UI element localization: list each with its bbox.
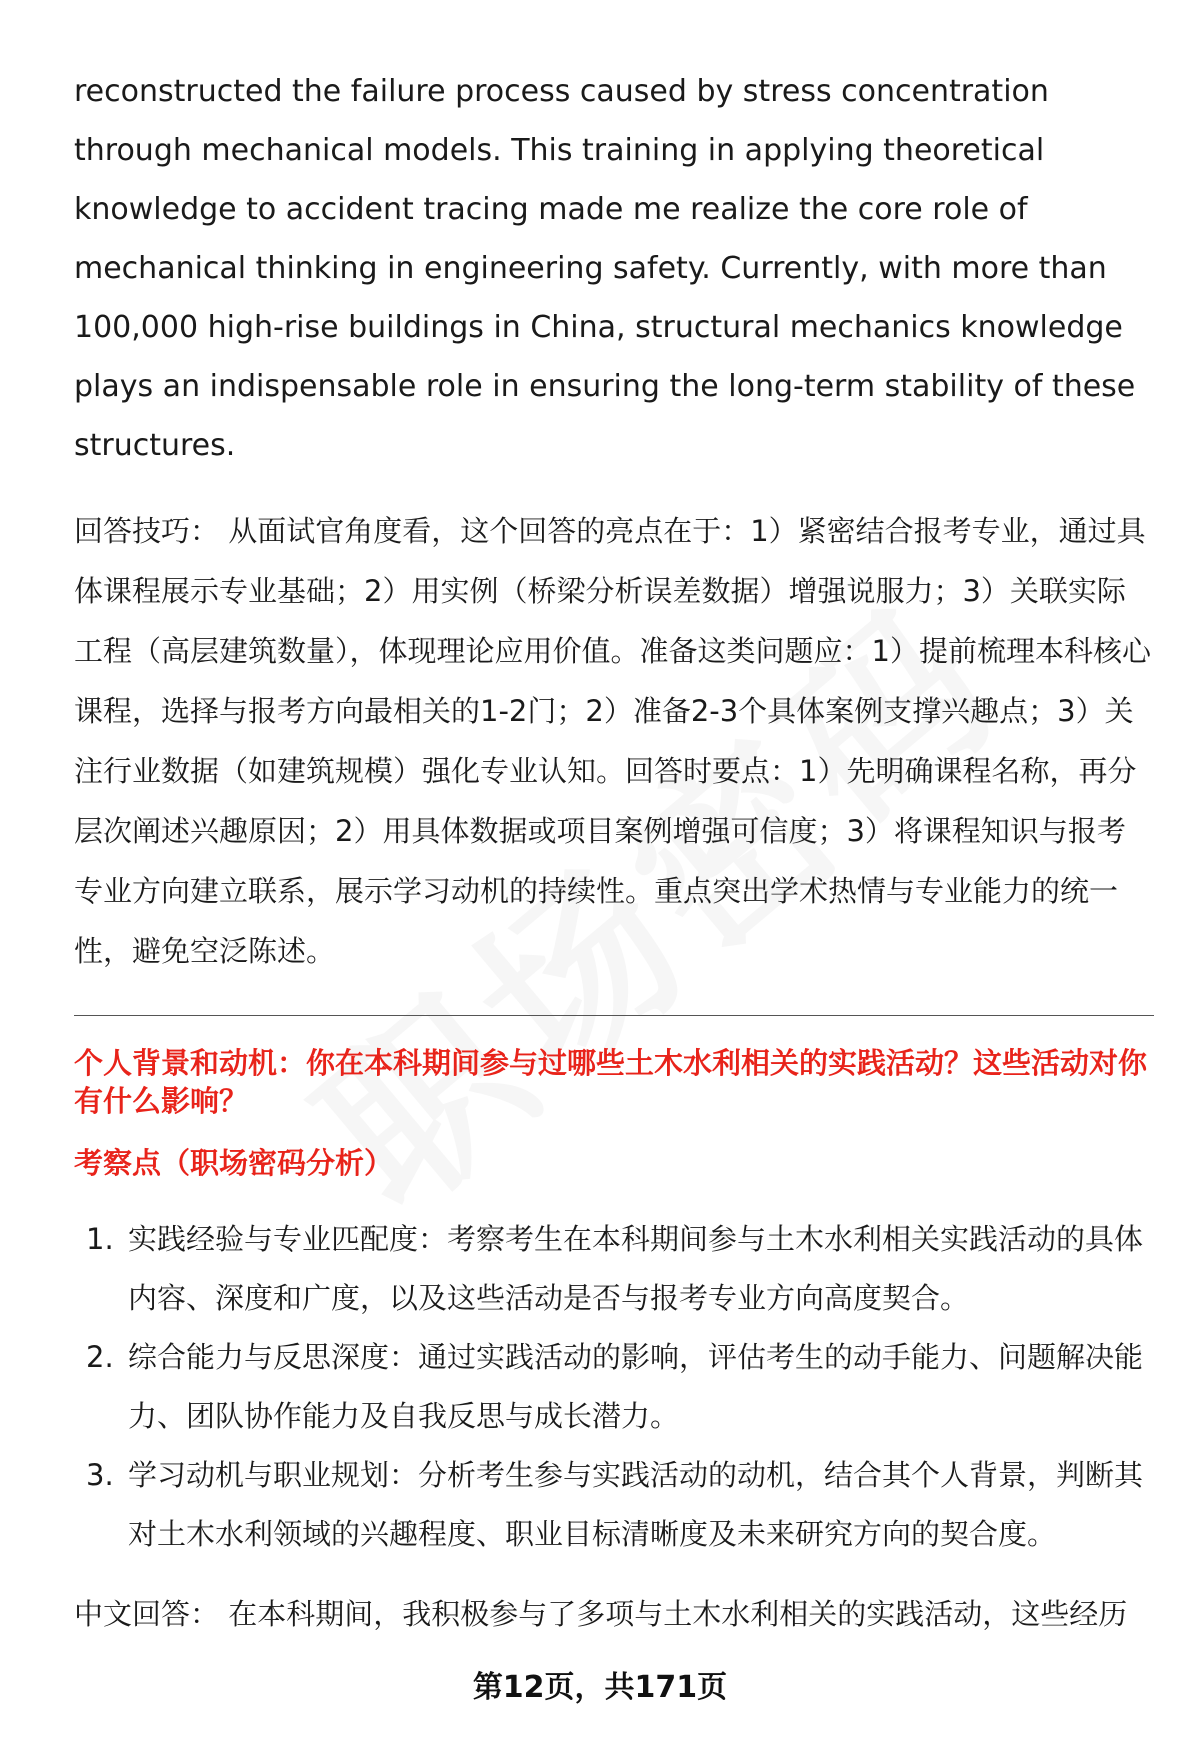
list-item [74, 1446, 1154, 1564]
list-item [74, 1328, 1154, 1446]
question-heading: 个人背景和动机：你在本科期间参与过哪些土木水利相关的实践活动？这些活动对你有什么影响？ [74, 1046, 1148, 1118]
analysis-heading: 考察点（职场密码分析） [74, 1146, 394, 1180]
answer-text: 在本科期间，我积极参与了多项与土木水利相关的实践活动，这些经历 [228, 1597, 1128, 1631]
list-item-text: 学习动机与职业规划：分析考生参与实践活动的动机，结合其个人背景，判断其对土木水利领域的兴趣程度、职业目标清晰度及未来研究方向的契合度。 [128, 1458, 1144, 1551]
list-item-number: 1. [86, 1222, 114, 1256]
document-page [74, 62, 1154, 1644]
tips-paragraph [74, 501, 1154, 981]
analysis-points-list [74, 1210, 1154, 1564]
list-item [74, 1210, 1154, 1328]
list-item-number: 3. [86, 1458, 114, 1492]
list-item-text: 综合能力与反思深度：通过实践活动的影响，评估考生的动手能力、问题解决能力、团队协作能力及自我反思与成长潜力。 [128, 1340, 1144, 1433]
list-item-text: 实践经验与专业匹配度：考察考生在本科期间参与土木水利相关实践活动的具体内容、深度和广度，以及这些活动是否与报考专业方向高度契合。 [128, 1222, 1144, 1315]
answer-label: 中文回答： [74, 1597, 220, 1631]
page-number-footer: 第12页，共171页 [472, 1670, 728, 1705]
tips-text: 从面试官角度看，这个回答的亮点在于：1）紧密结合报考专业，通过具体课程展示专业基础；2）用实例（桥梁分析误差数据）增强说服力；3）关联实际工程（高层建筑数量），体现理论应用价值。准备这类问题应：1）提前梳理本科核心课程，选择与报考方向最相关的1-2门；2）准备2-3个具体案例支撑兴趣点；3）关注行业数据（如建筑规模）强化专业认知。回答时要点：1）先明确课程名称，再分层次阐述兴趣原因；2）用具体数据或项目案例增强可信度；3）将课程知识与报考专业方向建立联系，展示学习动机的持续性。重点突出学术热情与专业能力的统一性，避免空泛陈述。 [74, 514, 1151, 968]
answer-paragraph [74, 1584, 1154, 1644]
list-item-number: 2. [86, 1340, 114, 1374]
tips-label: 回答技巧： [74, 514, 220, 548]
section-divider [74, 1015, 1154, 1016]
intro-paragraph: reconstructed the failure process caused by stress concentration through mechanical models. This training in applying theoretical knowledge to accident tracing made me realize the core role of mechanical thinking in engineering safety. Currently, with more than 100,000 high-rise buildings in China, structural mechanics knowledge plays an indispensable role in ensuring the long-term stability of these structures. [74, 74, 1136, 463]
